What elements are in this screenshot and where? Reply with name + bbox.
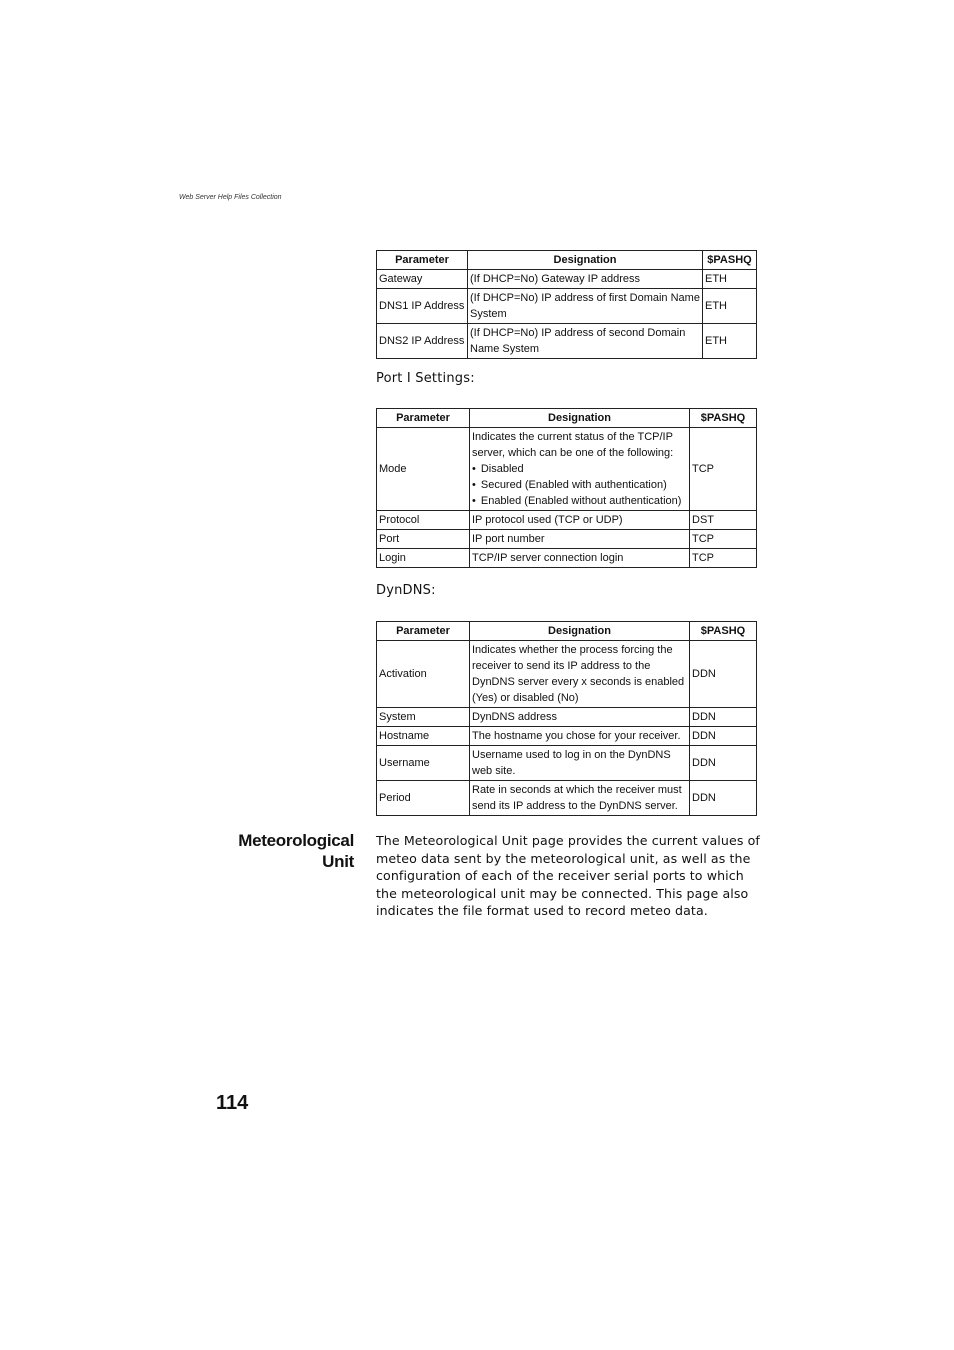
column-header-designation: Designation bbox=[470, 409, 690, 428]
port-settings-table bbox=[376, 408, 757, 568]
cell-parameter: Mode bbox=[377, 428, 470, 511]
table-row bbox=[377, 746, 757, 781]
cell-designation: TCP/IP server connection login bbox=[470, 549, 690, 568]
cell-parameter: Login bbox=[377, 549, 470, 568]
table-row bbox=[377, 324, 757, 359]
cell-parameter: Activation bbox=[377, 641, 470, 708]
cell-pashq: ETH bbox=[703, 324, 757, 359]
cell-designation bbox=[470, 428, 690, 511]
column-header-parameter: Parameter bbox=[377, 409, 470, 428]
table-header-row bbox=[377, 409, 757, 428]
cell-parameter: Period bbox=[377, 781, 470, 816]
table-header-row bbox=[377, 251, 757, 270]
cell-pashq: TCP bbox=[690, 530, 757, 549]
cell-parameter: Gateway bbox=[377, 270, 468, 289]
table-row bbox=[377, 549, 757, 568]
cell-pashq: DDN bbox=[690, 708, 757, 727]
list-item: • Enabled (Enabled without authentication) bbox=[472, 493, 687, 509]
page-number: 114 bbox=[216, 1092, 249, 1114]
cell-designation: Indicates whether the process forcing the receiver to send its IP address to the DynDNS server every x seconds is enabled (Yes) or disabled (No) bbox=[470, 641, 690, 708]
cell-pashq: DDN bbox=[690, 746, 757, 781]
cell-designation: (If DHCP=No) IP address of first Domain Name System bbox=[468, 289, 703, 324]
column-header-parameter: Parameter bbox=[377, 251, 468, 270]
cell-pashq: DDN bbox=[690, 781, 757, 816]
cell-pashq: ETH bbox=[703, 289, 757, 324]
cell-designation: (If DHCP=No) IP address of second Domain Name System bbox=[468, 324, 703, 359]
table-row bbox=[377, 641, 757, 708]
table-header-row bbox=[377, 622, 757, 641]
section-heading-meteorological-unit bbox=[214, 830, 354, 872]
column-header-pashq: $PASHQ bbox=[690, 409, 757, 428]
list-item: • Secured (Enabled with authentication) bbox=[472, 477, 687, 493]
column-header-designation: Designation bbox=[468, 251, 703, 270]
port-settings-label: Port I Settings: bbox=[376, 371, 475, 386]
cell-parameter: DNS1 IP Address bbox=[377, 289, 468, 324]
eth-settings-table bbox=[376, 250, 757, 359]
cell-designation: DynDNS address bbox=[470, 708, 690, 727]
cell-pashq: TCP bbox=[690, 428, 757, 511]
dyndns-table bbox=[376, 621, 757, 816]
table-row bbox=[377, 781, 757, 816]
list-item: • Disabled bbox=[472, 461, 687, 477]
dyndns-label: DynDNS: bbox=[376, 583, 436, 598]
table-row bbox=[377, 289, 757, 324]
cell-pashq: DST bbox=[690, 511, 757, 530]
cell-designation: IP port number bbox=[470, 530, 690, 549]
cell-pashq: DDN bbox=[690, 641, 757, 708]
column-header-pashq: $PASHQ bbox=[703, 251, 757, 270]
cell-parameter: Hostname bbox=[377, 727, 470, 746]
table-row bbox=[377, 530, 757, 549]
meteorological-unit-description: The Meteorological Unit page provides the current values of meteo data sent by the meteorological unit, as well as the configuration of each of the receiver serial ports to which the meteorological unit may be connected. This page also indicates the file format used to record meteo data. bbox=[376, 833, 760, 919]
cell-designation: The hostname you chose for your receiver. bbox=[470, 727, 690, 746]
column-header-pashq: $PASHQ bbox=[690, 622, 757, 641]
running-header: Web Server Help Files Collection bbox=[179, 194, 282, 201]
cell-pashq: ETH bbox=[703, 270, 757, 289]
mode-description: Indicates the current status of the TCP/IP server, which can be one of the following: bbox=[472, 431, 674, 459]
cell-parameter: Port bbox=[377, 530, 470, 549]
table-row bbox=[377, 511, 757, 530]
table-row bbox=[377, 708, 757, 727]
mode-options-list bbox=[472, 461, 687, 509]
column-header-parameter: Parameter bbox=[377, 622, 470, 641]
cell-parameter: Protocol bbox=[377, 511, 470, 530]
cell-parameter: DNS2 IP Address bbox=[377, 324, 468, 359]
heading-line: Meteorological bbox=[238, 831, 354, 850]
heading-line: Unit bbox=[322, 852, 354, 871]
cell-designation: Username used to log in on the DynDNS web site. bbox=[470, 746, 690, 781]
column-header-designation: Designation bbox=[470, 622, 690, 641]
table-row bbox=[377, 727, 757, 746]
cell-parameter: System bbox=[377, 708, 470, 727]
cell-pashq: TCP bbox=[690, 549, 757, 568]
cell-designation: (If DHCP=No) Gateway IP address bbox=[468, 270, 703, 289]
table-row bbox=[377, 270, 757, 289]
cell-designation: IP protocol used (TCP or UDP) bbox=[470, 511, 690, 530]
table-row bbox=[377, 428, 757, 511]
cell-parameter: Username bbox=[377, 746, 470, 781]
cell-pashq: DDN bbox=[690, 727, 757, 746]
cell-designation: Rate in seconds at which the receiver must send its IP address to the DynDNS server. bbox=[470, 781, 690, 816]
